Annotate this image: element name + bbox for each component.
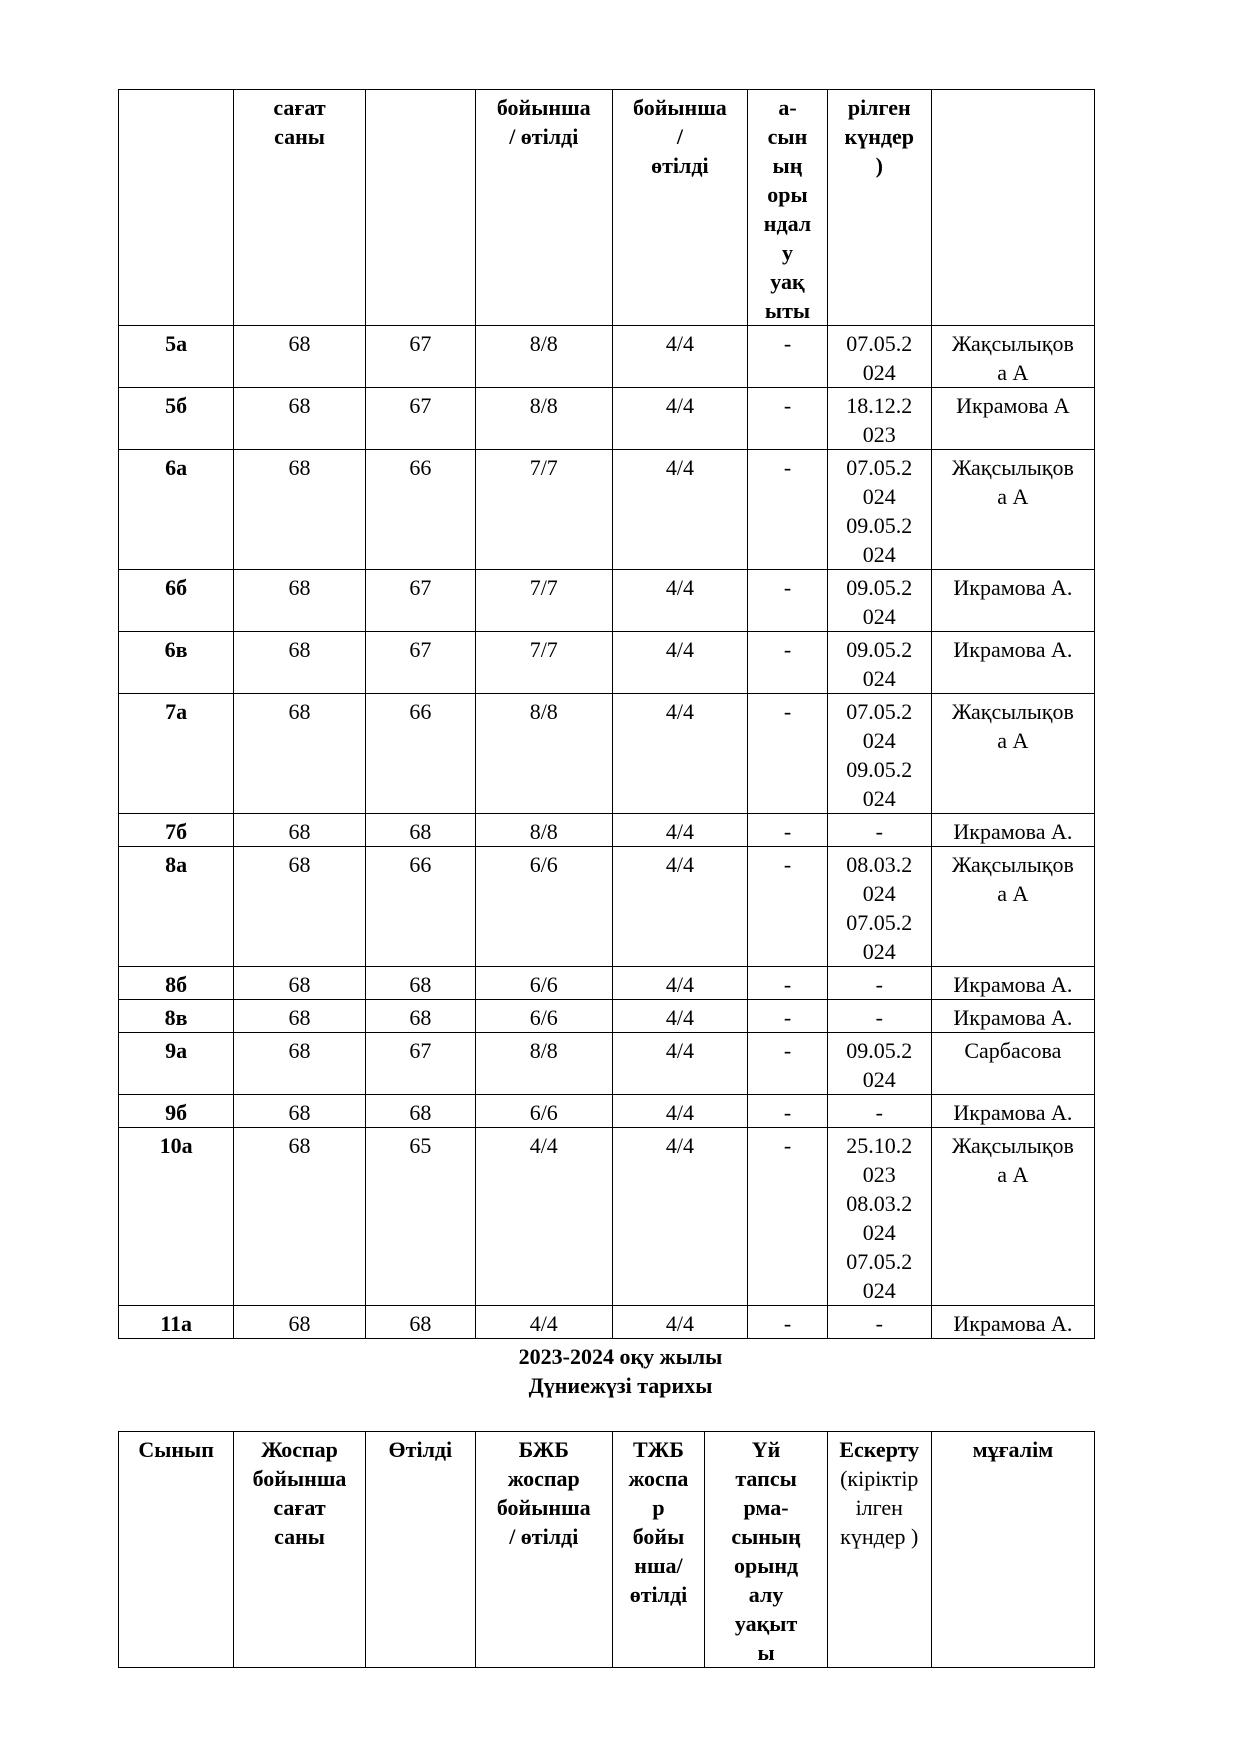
- bjb-cell: 6/6: [475, 1095, 612, 1128]
- cell-line: 09.05.2: [846, 757, 913, 782]
- table-row: [119, 632, 1095, 694]
- planned-hours-cell: 68: [234, 1000, 366, 1033]
- cell-line: Икрамова А.: [953, 1100, 1073, 1125]
- cell-line: 024: [862, 542, 896, 567]
- class-cell: 8в: [119, 1000, 234, 1033]
- tjb-cell: 4/4: [612, 694, 748, 814]
- table-row: [119, 814, 1095, 847]
- tjb-cell: 4/4: [612, 1000, 748, 1033]
- cell-line: Икрамова А: [956, 393, 1070, 418]
- cell-line: 09.05.2: [846, 637, 913, 662]
- cell-line: күндер: [844, 124, 914, 149]
- completed-cell: 68: [365, 1095, 475, 1128]
- cell-line: бойынша: [496, 1495, 591, 1520]
- completed-cell: 67: [365, 326, 475, 388]
- cell-line: 08.03.2: [846, 1191, 913, 1216]
- cell-line: Жақсылықов: [951, 852, 1074, 877]
- table-row: [119, 326, 1095, 388]
- cell-line: ндал: [763, 211, 812, 236]
- dates-cell: [827, 1095, 931, 1128]
- bjb-cell: 4/4: [475, 1306, 612, 1339]
- cell-line: оры: [767, 182, 808, 207]
- completed-cell: 68: [365, 1306, 475, 1339]
- dates-cell: [827, 450, 931, 570]
- tjb-cell: 4/4: [612, 847, 748, 967]
- tjb-cell: 4/4: [612, 1095, 748, 1128]
- completed-cell: 68: [365, 967, 475, 1000]
- cell-line: 024: [862, 728, 896, 753]
- dates-cell: [827, 1128, 931, 1306]
- cell-line: ілген: [855, 1495, 903, 1520]
- cell-line: ы: [757, 1640, 775, 1665]
- cell-line: 08.03.2: [846, 852, 913, 877]
- cell-line: күндер ): [840, 1524, 919, 1549]
- cell-line: 023: [862, 1162, 896, 1187]
- cell-line: ТЖБ: [632, 1437, 684, 1462]
- cell-line: 024: [862, 881, 896, 906]
- class-cell: 10а: [119, 1128, 234, 1306]
- dates-cell: [827, 814, 931, 847]
- cell-line: 25.10.2: [846, 1133, 913, 1158]
- cell-line: бойынша: [632, 95, 727, 120]
- teacher-cell: [931, 1000, 1094, 1033]
- cell-line: 024: [862, 786, 896, 811]
- cell-line: саны: [274, 1524, 325, 1549]
- cell-line: Икрамова А.: [953, 575, 1073, 600]
- cell-line: бойынша: [496, 95, 591, 120]
- cell-line: 024: [862, 1278, 896, 1303]
- cell-line: 09.05.2: [846, 513, 913, 538]
- bjb-cell: 8/8: [475, 814, 612, 847]
- cell-line: бойы: [632, 1524, 685, 1549]
- teacher-cell: [931, 967, 1094, 1000]
- cell-line: 07.05.2: [846, 699, 913, 724]
- dates-cell: [827, 1033, 931, 1095]
- cell-line: уақ: [770, 269, 805, 294]
- cell-line: өтілді: [629, 1582, 688, 1607]
- cell-line: 07.05.2: [846, 1249, 913, 1274]
- dates-cell: [827, 1000, 931, 1033]
- homework-cell: -: [748, 1033, 828, 1095]
- class-cell: 8а: [119, 847, 234, 967]
- tjb-cell: 4/4: [612, 814, 748, 847]
- dates-cell: [827, 388, 931, 450]
- cell-line: ың: [772, 153, 803, 178]
- cell-line: 024: [862, 1067, 896, 1092]
- cell-line: 09.05.2: [846, 1038, 913, 1063]
- class-cell: 9а: [119, 1033, 234, 1095]
- planned-hours-cell: 68: [234, 450, 366, 570]
- tjb-cell: 4/4: [612, 1306, 748, 1339]
- bjb-cell: 6/6: [475, 847, 612, 967]
- cell-line: саны: [274, 124, 325, 149]
- cell-line: -: [875, 1311, 883, 1336]
- bjb-cell: 7/7: [475, 570, 612, 632]
- class-cell: 6б: [119, 570, 234, 632]
- planned-hours-cell: 68: [234, 814, 366, 847]
- bjb-cell: 7/7: [475, 632, 612, 694]
- cell-line: сын: [767, 124, 808, 149]
- header-cell: [748, 90, 828, 326]
- cell-line: Сарбасова: [964, 1038, 1062, 1063]
- cell-line: 024: [862, 484, 896, 509]
- header-cell: [365, 1432, 475, 1668]
- header-cell: [827, 1432, 931, 1668]
- bjb-cell: 6/6: [475, 967, 612, 1000]
- cell-line: р: [652, 1495, 665, 1520]
- homework-cell: -: [748, 1128, 828, 1306]
- header-cell: [931, 90, 1094, 326]
- teacher-cell: [931, 1033, 1094, 1095]
- header-cell: [365, 90, 475, 326]
- cell-line: / өтілді: [509, 124, 579, 149]
- cell-line: 023: [862, 422, 896, 447]
- cell-line: 024: [862, 939, 896, 964]
- header-cell: [475, 1432, 612, 1668]
- tjb-cell: 4/4: [612, 1128, 748, 1306]
- teacher-cell: [931, 450, 1094, 570]
- header-cell: [475, 90, 612, 326]
- cell-line: 07.05.2: [846, 455, 913, 480]
- planned-hours-cell: 68: [234, 570, 366, 632]
- world-history-table: [118, 1431, 1095, 1668]
- table-row: [119, 1306, 1095, 1339]
- teacher-cell: [931, 847, 1094, 967]
- teacher-cell: [931, 1306, 1094, 1339]
- cell-line: БЖБ: [518, 1437, 569, 1462]
- header-cell: [612, 1432, 705, 1668]
- planned-hours-cell: 68: [234, 1128, 366, 1306]
- homework-cell: -: [748, 847, 828, 967]
- completed-cell: 67: [365, 570, 475, 632]
- homework-cell: -: [748, 632, 828, 694]
- tjb-cell: 4/4: [612, 388, 748, 450]
- table-row: [119, 1000, 1095, 1033]
- cell-line: 07.05.2: [846, 910, 913, 935]
- table-row: [119, 570, 1095, 632]
- planned-hours-cell: 68: [234, 847, 366, 967]
- cell-line: а А: [997, 360, 1029, 385]
- dates-cell: [827, 847, 931, 967]
- cell-line: ): [875, 153, 883, 178]
- table-row: [119, 388, 1095, 450]
- teacher-cell: [931, 570, 1094, 632]
- cell-line: Жақсылықов: [951, 455, 1074, 480]
- class-cell: 11а: [119, 1306, 234, 1339]
- homework-cell: -: [748, 1306, 828, 1339]
- dates-cell: [827, 632, 931, 694]
- planned-hours-cell: 68: [234, 1306, 366, 1339]
- class-cell: 7б: [119, 814, 234, 847]
- bjb-cell: 7/7: [475, 450, 612, 570]
- cell-line: 024: [862, 604, 896, 629]
- bjb-cell: 6/6: [475, 1000, 612, 1033]
- cell-line: -: [875, 1005, 883, 1030]
- homework-cell: -: [748, 570, 828, 632]
- completed-cell: 67: [365, 388, 475, 450]
- planned-hours-cell: 68: [234, 1095, 366, 1128]
- cell-line: Үй: [751, 1437, 781, 1462]
- teacher-cell: [931, 1128, 1094, 1306]
- tjb-cell: 4/4: [612, 1033, 748, 1095]
- dates-cell: [827, 967, 931, 1000]
- header-cell: [827, 90, 931, 326]
- cell-line: 09.05.2: [846, 575, 913, 600]
- homework-cell: -: [748, 388, 828, 450]
- class-progress-table: [118, 89, 1095, 1339]
- teacher-cell: [931, 814, 1094, 847]
- cell-line: нша/: [634, 1553, 683, 1578]
- cell-line: Өтілді: [388, 1437, 453, 1462]
- cell-line: у: [781, 240, 793, 265]
- cell-line: 024: [862, 666, 896, 691]
- cell-line: 024: [862, 360, 896, 385]
- header-cell: [234, 90, 366, 326]
- cell-line: 18.12.2: [846, 393, 913, 418]
- cell-line: Жоспар: [261, 1437, 338, 1462]
- class-cell: 6в: [119, 632, 234, 694]
- planned-hours-cell: 68: [234, 388, 366, 450]
- class-cell: 5б: [119, 388, 234, 450]
- bjb-cell: 8/8: [475, 1033, 612, 1095]
- cell-line: тапсы: [735, 1466, 797, 1491]
- cell-line: Икрамова А.: [953, 637, 1073, 662]
- class-cell: 8б: [119, 967, 234, 1000]
- bjb-cell: 4/4: [475, 1128, 612, 1306]
- class-cell: 6а: [119, 450, 234, 570]
- class-cell: 5а: [119, 326, 234, 388]
- cell-line: Жақсылықов: [951, 1133, 1074, 1158]
- teacher-cell: [931, 694, 1094, 814]
- cell-line: а А: [997, 728, 1029, 753]
- teacher-cell: [931, 1095, 1094, 1128]
- homework-cell: -: [748, 1095, 828, 1128]
- homework-cell: -: [748, 1000, 828, 1033]
- cell-line: өтілді: [651, 153, 709, 178]
- completed-cell: 66: [365, 694, 475, 814]
- cell-line: жоспар: [507, 1466, 580, 1491]
- class-cell: 9б: [119, 1095, 234, 1128]
- completed-cell: 67: [365, 632, 475, 694]
- planned-hours-cell: 68: [234, 326, 366, 388]
- teacher-cell: [931, 388, 1094, 450]
- header-cell: [119, 1432, 234, 1668]
- cell-line: а А: [997, 1162, 1029, 1187]
- table-row: [119, 450, 1095, 570]
- cell-line: -: [875, 1100, 883, 1125]
- homework-cell: -: [748, 814, 828, 847]
- cell-line: а-: [778, 95, 797, 120]
- completed-cell: 67: [365, 1033, 475, 1095]
- dates-cell: [827, 570, 931, 632]
- dates-cell: [827, 1306, 931, 1339]
- cell-line: уақыт: [734, 1611, 798, 1636]
- section-year-title: 2023-2024 оқу жылы: [518, 1344, 723, 1369]
- planned-hours-cell: 68: [234, 632, 366, 694]
- cell-line: Икрамова А.: [953, 1311, 1073, 1336]
- cell-line: Жақсылықов: [951, 331, 1074, 356]
- bjb-cell: 8/8: [475, 388, 612, 450]
- cell-line: а А: [997, 484, 1029, 509]
- homework-cell: -: [748, 450, 828, 570]
- completed-cell: 65: [365, 1128, 475, 1306]
- dates-cell: [827, 326, 931, 388]
- cell-line: / өтілді: [509, 1524, 579, 1549]
- header-cell: [931, 1432, 1094, 1668]
- table-row: [119, 694, 1095, 814]
- cell-line: а А: [997, 881, 1029, 906]
- completed-cell: 66: [365, 847, 475, 967]
- header-cell: [234, 1432, 366, 1668]
- planned-hours-cell: 68: [234, 967, 366, 1000]
- table-row: [119, 967, 1095, 1000]
- cell-line: 024: [862, 1220, 896, 1245]
- cell-line: (кіріктір: [840, 1466, 919, 1491]
- table-row: [119, 847, 1095, 967]
- cell-line: сағат: [273, 95, 326, 120]
- planned-hours-cell: 68: [234, 694, 366, 814]
- table-row: [119, 1095, 1095, 1128]
- cell-line: сының: [731, 1524, 801, 1549]
- tjb-cell: 4/4: [612, 967, 748, 1000]
- cell-line: ыты: [764, 298, 811, 323]
- cell-line: Сынып: [138, 1437, 214, 1462]
- planned-hours-cell: 68: [234, 1033, 366, 1095]
- cell-line: рма-: [743, 1495, 789, 1520]
- completed-cell: 68: [365, 814, 475, 847]
- bjb-cell: 8/8: [475, 694, 612, 814]
- cell-line: -: [875, 972, 883, 997]
- cell-line: /: [676, 124, 683, 149]
- cell-line: жоспа: [628, 1466, 689, 1491]
- homework-cell: -: [748, 326, 828, 388]
- homework-cell: -: [748, 694, 828, 814]
- cell-line: Икрамова А.: [953, 1005, 1073, 1030]
- cell-line: Ескерту: [839, 1437, 920, 1462]
- section-subject-title: Дүниежүзі тарихы: [528, 1373, 713, 1398]
- bjb-cell: 8/8: [475, 326, 612, 388]
- table-header-row: [119, 1432, 1095, 1668]
- class-cell: 7а: [119, 694, 234, 814]
- cell-line: 07.05.2: [846, 331, 913, 356]
- cell-line: мұғалім: [972, 1437, 1054, 1462]
- cell-line: алу: [748, 1582, 784, 1607]
- tjb-cell: 4/4: [612, 450, 748, 570]
- cell-line: орынд: [733, 1553, 799, 1578]
- header-cell: [119, 90, 234, 326]
- table-row: [119, 1033, 1095, 1095]
- teacher-cell: [931, 326, 1094, 388]
- dates-cell: [827, 694, 931, 814]
- teacher-cell: [931, 632, 1094, 694]
- table-row: [119, 1128, 1095, 1306]
- completed-cell: 68: [365, 1000, 475, 1033]
- completed-cell: 66: [365, 450, 475, 570]
- tjb-cell: 4/4: [612, 632, 748, 694]
- header-cell: [705, 1432, 827, 1668]
- cell-line: бойынша: [252, 1466, 347, 1491]
- cell-line: сағат: [273, 1495, 326, 1520]
- header-cell: [612, 90, 748, 326]
- tjb-cell: 4/4: [612, 570, 748, 632]
- cell-line: Жақсылықов: [951, 699, 1074, 724]
- cell-line: рілген: [847, 95, 911, 120]
- cell-line: Икрамова А.: [953, 972, 1073, 997]
- homework-cell: -: [748, 967, 828, 1000]
- table-header-row: [119, 90, 1095, 326]
- cell-line: Икрамова А.: [953, 819, 1073, 844]
- tjb-cell: 4/4: [612, 326, 748, 388]
- cell-line: -: [875, 819, 883, 844]
